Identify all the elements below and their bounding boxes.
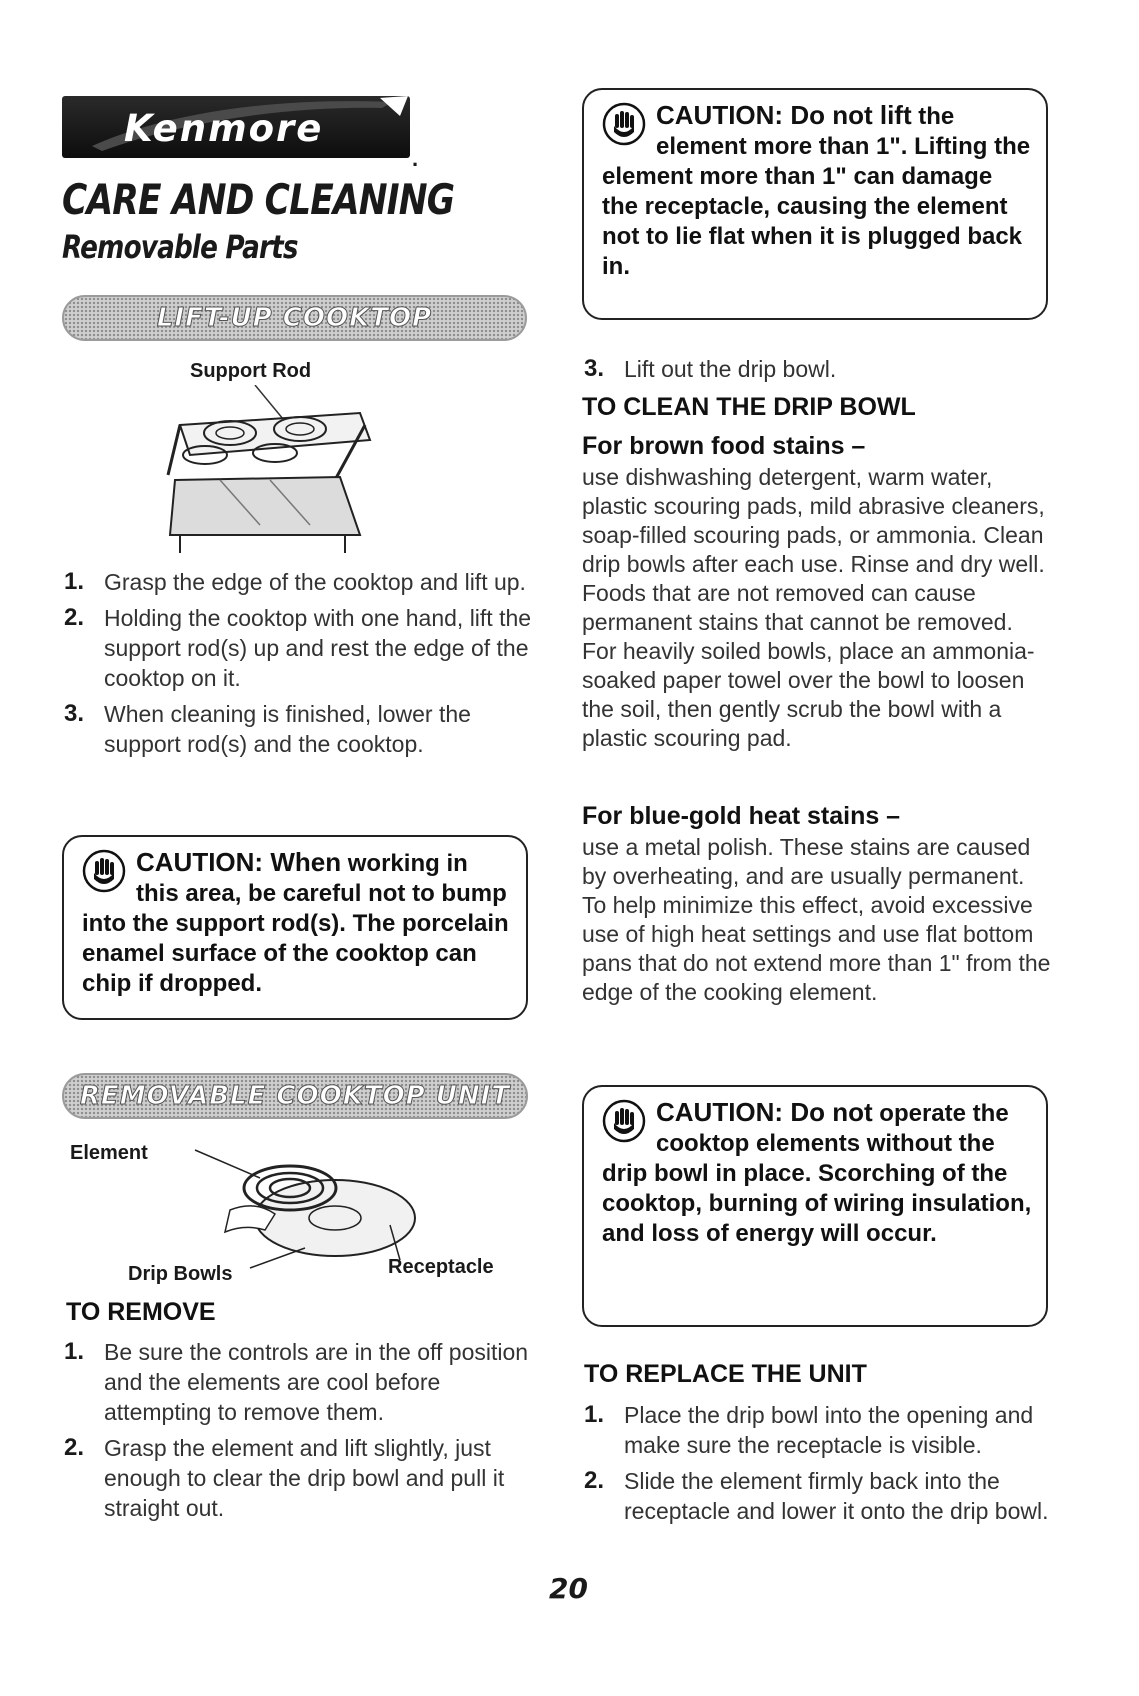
list-item [582,1400,1052,1460]
banner-label: REMOVABLE COOKTOP UNIT [79,1081,511,1111]
list-item [582,1466,1052,1526]
figure-label-element: Element [70,1142,148,1164]
subheading-blue-gold-stains: For blue-gold heat stains – [582,802,901,830]
caution-body: operate the cooktop elements without the drip bowl in place. Scorching of the cooktop, burning of wiring insulation, and loss of energy will occur. [602,1100,1032,1247]
list-item [62,1433,532,1523]
caution-box-operate [582,1085,1048,1327]
step-text: Be sure the controls are in the off position and the elements are cool before attempting to remove them. [104,1339,529,1425]
step-number: 2. [64,604,85,631]
caution-heading: CAUTION: Do not [656,1097,873,1127]
kenmore-logo [62,96,410,158]
page-title: CARE AND CLEANING [62,175,455,224]
step-text: When cleaning is finished, lower the support rod(s) and the cooktop. [104,701,471,757]
step-text: Slide the element firmly back into the receptacle and lower it onto the drip bowl. [624,1468,1049,1524]
banner-label: LIFT-UP COOKTOP [156,303,433,333]
caution-heading: CAUTION: Do not lift [656,100,912,130]
caution-box-lift-element [582,88,1048,320]
step-text: Place the drip bowl into the opening and make sure the receptacle is visible. [624,1402,1034,1458]
paragraph-blue-gold-stains: use a metal polish. These stains are caused by overheating, and are usually permanent. To help minimize this effect, avoid excessive use of high heat settings and use flat bottom pans that do not extend more than 1" from the edge of the cooking element. [582,834,1051,1005]
step-lift-drip-bowl [582,354,1052,390]
figure-label-support-rod: Support Rod [190,360,312,382]
section-banner-lift-up [62,295,527,341]
step-number: 3. [64,700,85,727]
cooktop-support-rod-illustration [160,385,375,555]
hand-warning-icon [602,102,646,146]
heading-replace-unit: TO REPLACE THE UNIT [584,1360,867,1388]
paragraph-brown-stains: use dishwashing detergent, warm water, plastic scouring pads, mild abrasive cleaners, soap-filled scouring pads, or ammonia. Clean drip bowls after each use. Rinse and dry well. Foods that are not removed can cause permanent stains that cannot be removed. For heavily soiled bowls, place an ammonia-soaked paper towel over the bowl to loosen the soil, then gently scrub the bowl with a plastic scouring pad. [582,464,1045,751]
section-banner-removable-unit [62,1073,528,1119]
heading-clean-drip-bowl: TO CLEAN THE DRIP BOWL [582,393,916,421]
step-text: Holding the cooktop with one hand, lift the support rod(s) up and rest the edge of the cooktop on it. [104,605,532,691]
hand-warning-icon [602,1099,646,1143]
step-number: 1. [584,1401,605,1428]
hand-warning-icon [82,849,126,893]
remove-steps [62,1337,532,1529]
figure-label-drip-bowls: Drip Bowls [128,1263,233,1285]
list-item [62,603,532,693]
step-text: Lift out the drip bowl. [624,356,837,382]
heading-to-remove: TO REMOVE [66,1298,216,1326]
step-number: 3. [584,355,605,382]
step-number: 1. [64,568,85,595]
list-item [62,567,532,597]
step-number: 2. [64,1434,85,1461]
step-text: Grasp the edge of the cooktop and lift up. [104,569,526,595]
caution-body: working in this area, be careful not to bump into the support rod(s). The porcelain enamel surface of the cooktop can chip if dropped. [82,850,509,997]
element-drip-bowl-illustration [165,1140,435,1270]
caution-heading: CAUTION: When [136,847,342,877]
caution-body: the element more than 1". Lifting the element more than 1" can damage the receptacle, causing the element not to lie flat when it is plugged back in. [602,103,1031,280]
step-number: 2. [584,1467,605,1494]
page-number: 20 [549,1572,588,1605]
page-subtitle: Removable Parts [62,228,298,266]
list-item [582,354,1052,384]
list-item [62,699,532,759]
figure-label-receptacle: Receptacle [388,1256,494,1278]
step-number: 1. [64,1338,85,1365]
subheading-brown-stains: For brown food stains – [582,432,866,460]
brand-name: Kenmore [124,107,324,150]
step-text: Grasp the element and lift slightly, just enough to clear the drip bowl and pull it straight out. [104,1435,505,1521]
replace-steps [582,1400,1052,1532]
list-item [62,1337,532,1427]
brand-trademark-dot: . [412,146,419,171]
lift-up-steps [62,567,532,765]
caution-box-support-rod [62,835,528,1020]
